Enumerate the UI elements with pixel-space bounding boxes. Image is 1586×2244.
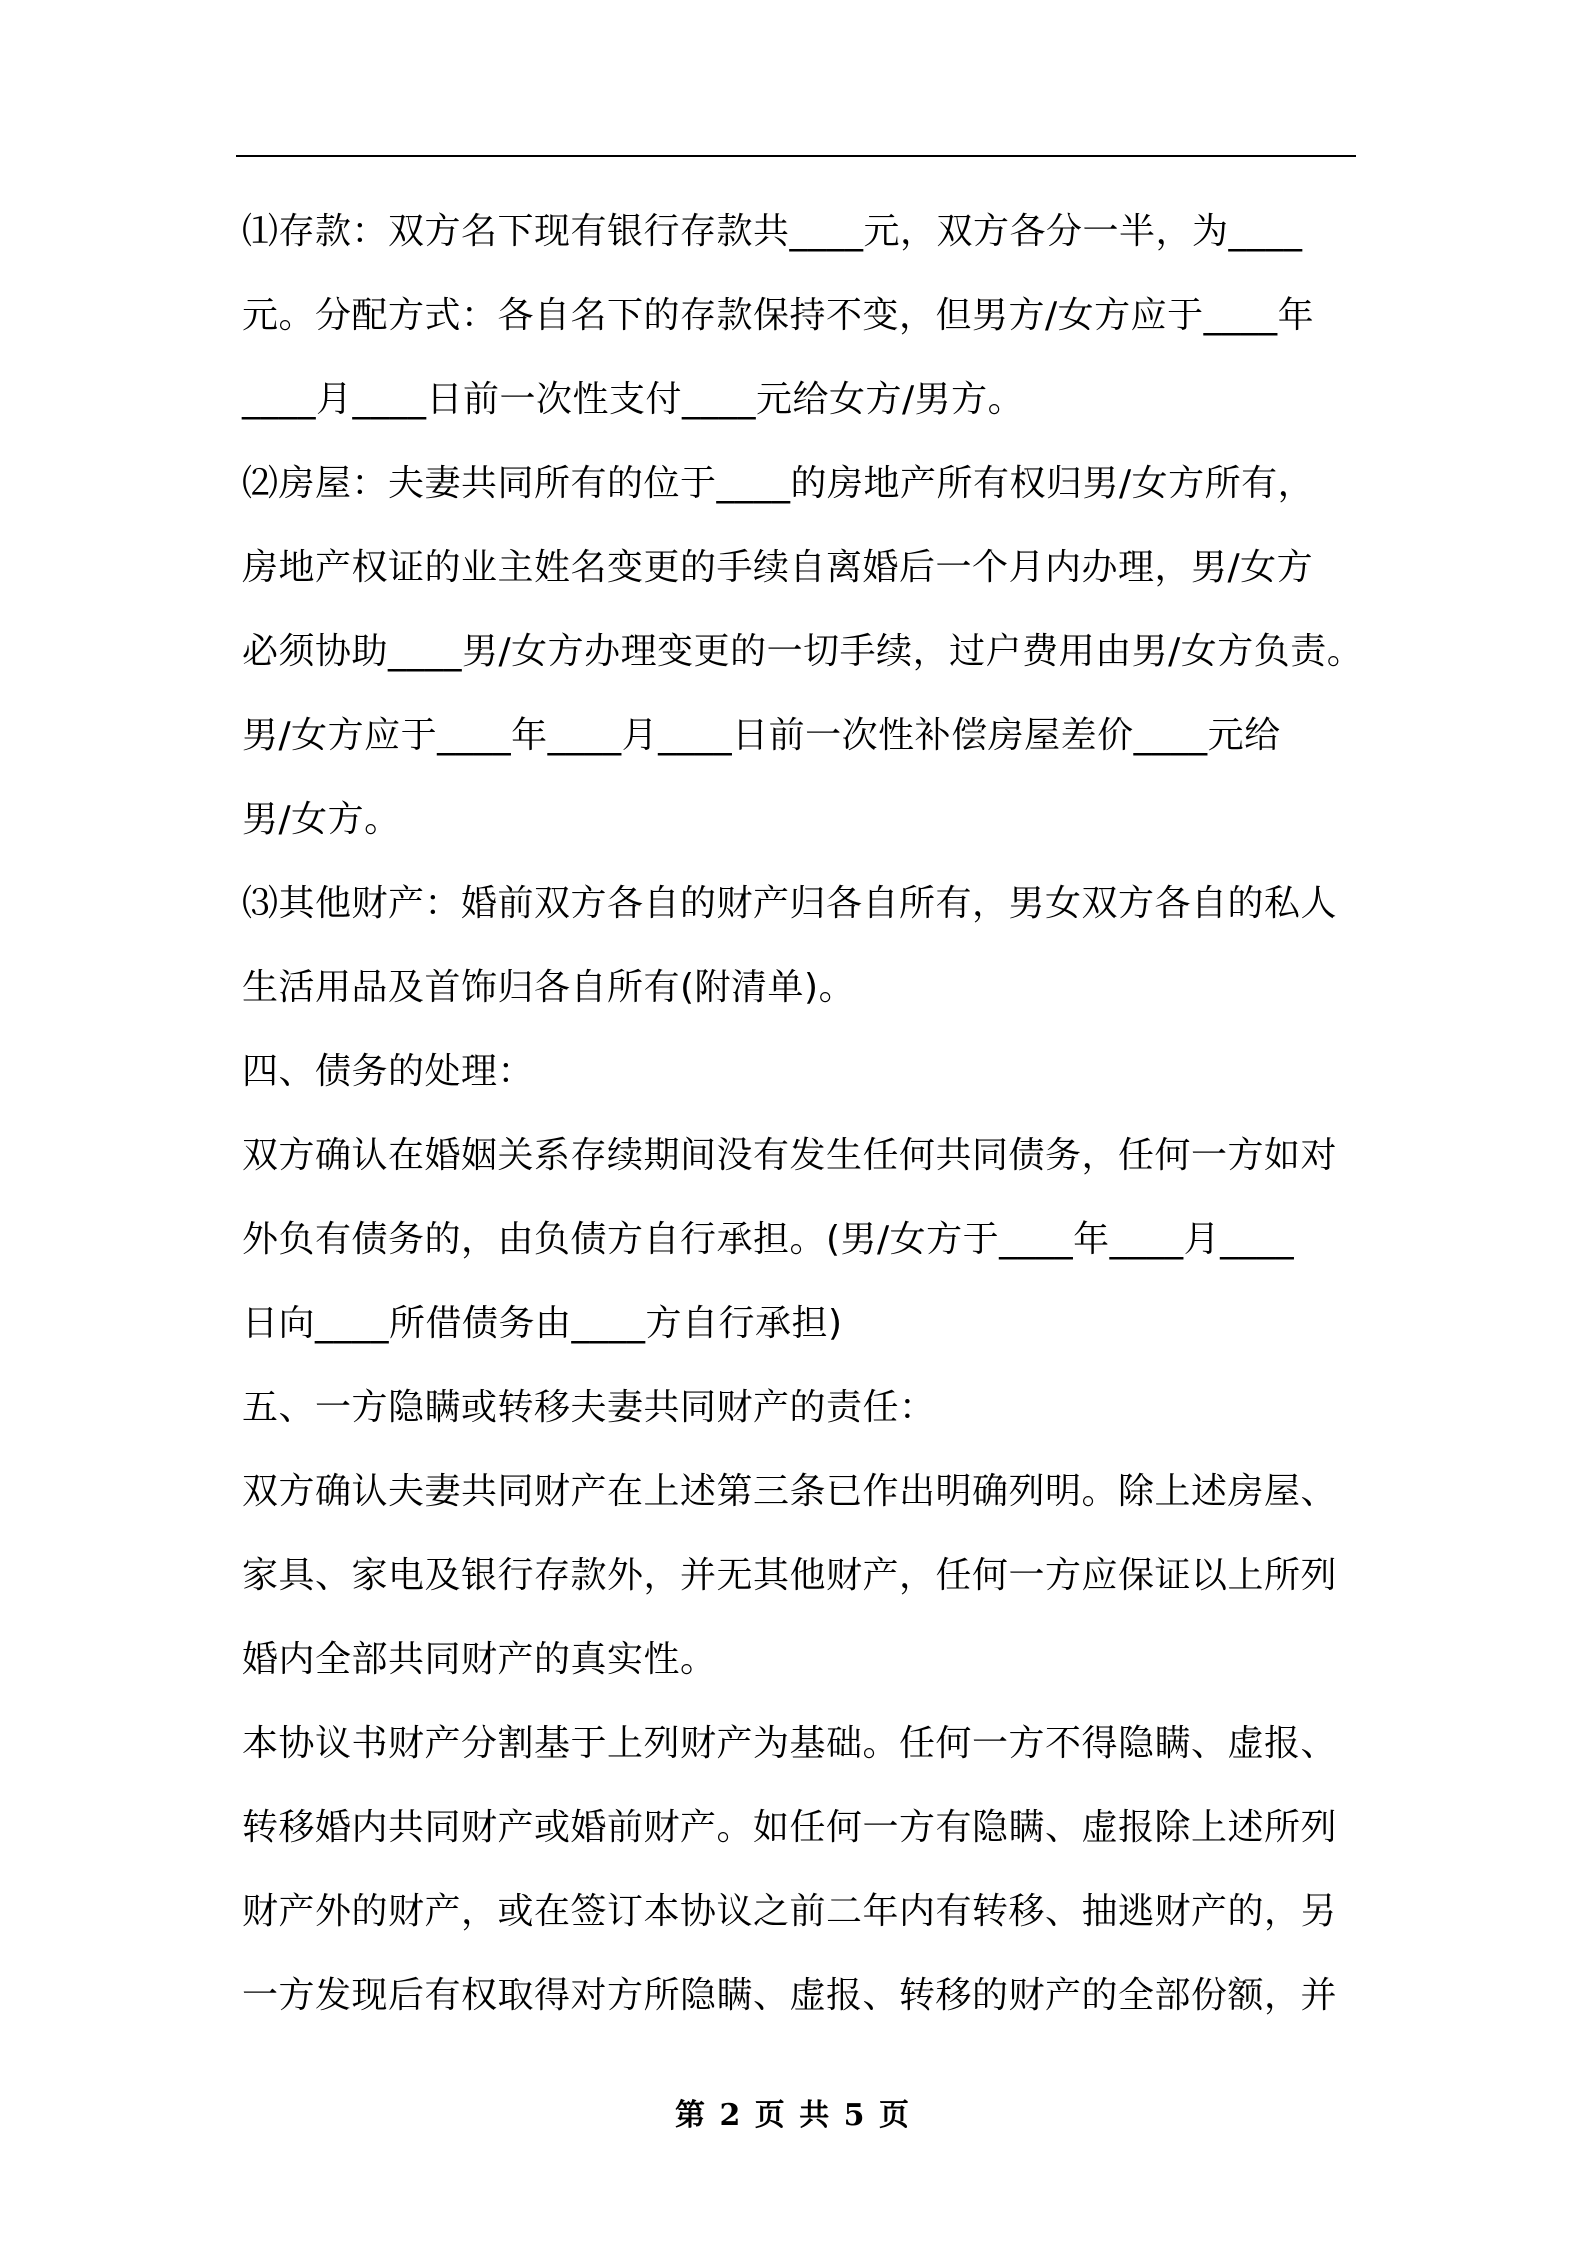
text-line: 一方发现后有权取得对方所隐瞒、虚报、转移的财产的全部份额，并 <box>242 1975 1338 2016</box>
text-line: 男/女方应于____年____月____日前一次性补偿房屋差价____元给 <box>242 715 1281 756</box>
text-line: 男/女方。 <box>242 799 401 840</box>
section-heading: 五、一方隐瞒或转移夫妻共同财产的责任： <box>242 1387 936 1428</box>
text-line: 转移婚内共同财产或婚前财产。如任何一方有隐瞒、虚报除上述所列 <box>242 1807 1338 1848</box>
text-line: ⑵房屋：夫妻共同所有的位于____的房地产所有权归男/女方所有， <box>242 463 1315 504</box>
section-heading: 四、债务的处理： <box>242 1051 535 1092</box>
text-line: 外负有债务的，由负债方自行承担。(男/女方于____年____月____ <box>242 1219 1295 1260</box>
text-line: 元。分配方式：各自名下的存款保持不变，但男方/女方应于____年 <box>242 295 1315 336</box>
document-body <box>242 190 1372 2038</box>
text-line: ⑴存款：双方名下现有银行存款共____元，双方各分一半，为____ <box>242 211 1303 252</box>
text-line: 婚内全部共同财产的真实性。 <box>242 1639 717 1680</box>
header-rule <box>236 155 1356 157</box>
text-line: 生活用品及首饰归各自所有(附清单)。 <box>242 967 856 1008</box>
text-line: 本协议书财产分割基于上列财产为基础。任何一方不得隐瞒、虚报、 <box>242 1723 1338 1764</box>
text-line: 家具、家电及银行存款外，并无其他财产，任何一方应保证以上所列 <box>242 1555 1338 1596</box>
text-line: ____月____日前一次性支付____元给女方/男方。 <box>242 379 1025 420</box>
text-line: 日向____所借债务由____方自行承担) <box>242 1303 843 1344</box>
page-number: 第 2 页 共 5 页 <box>675 2098 911 2133</box>
text-line: ⑶其他财产：婚前双方各自的财产归各自所有，男女双方各自的私人 <box>242 883 1338 924</box>
text-line: 双方确认在婚姻关系存续期间没有发生任何共同债务，任何一方如对 <box>242 1135 1338 1176</box>
text-line: 财产外的财产，或在签订本协议之前二年内有转移、抽逃财产的，另 <box>242 1891 1338 1932</box>
text-line: 房地产权证的业主姓名变更的手续自离婚后一个月内办理，男/女方 <box>242 547 1314 588</box>
text-line: 双方确认夫妻共同财产在上述第三条已作出明确列明。除上述房屋、 <box>242 1471 1338 1512</box>
text-line: 必须协助____男/女方办理变更的一切手续，过户费用由男/女方负责。 <box>242 631 1364 672</box>
page-footer <box>0 2090 1586 2134</box>
